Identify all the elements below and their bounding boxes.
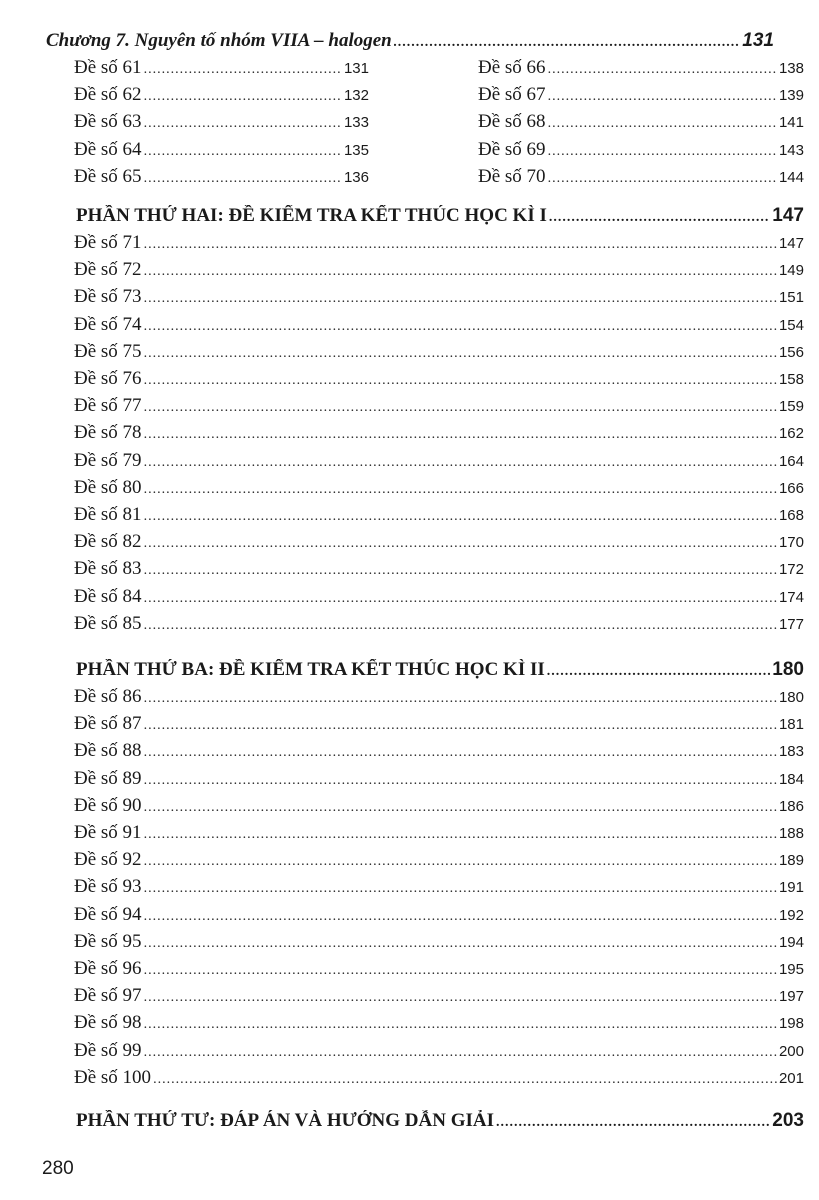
dot-leader [144, 881, 777, 897]
toc-entry [74, 613, 804, 635]
entry-page: 195 [778, 961, 804, 978]
dot-leader [144, 427, 777, 443]
entry-page: 186 [778, 797, 804, 815]
dot-leader [144, 618, 777, 634]
dot-leader [144, 62, 342, 78]
toc-entry [74, 232, 804, 254]
dot-leader [153, 1072, 777, 1088]
entry-page: 149 [778, 262, 804, 280]
entry-label: Đề số 84 [74, 585, 142, 607]
toc-entry [74, 111, 369, 133]
dot-leader [144, 373, 777, 389]
entry-label: Đề số 82 [74, 531, 142, 553]
dot-leader [144, 718, 777, 734]
toc-entry [74, 1040, 804, 1062]
dot-leader [144, 691, 777, 707]
entry-label: Đề số 88 [74, 740, 142, 762]
entry-label: Đề số 75 [74, 340, 142, 362]
dot-leader [144, 963, 777, 979]
toc-entry [74, 139, 369, 161]
dot-leader [144, 482, 777, 498]
dot-leader [144, 1045, 777, 1061]
toc-entry [478, 139, 804, 161]
toc-entry [74, 1067, 804, 1089]
toc-entry [74, 341, 804, 363]
dot-leader [144, 536, 777, 552]
entry-label: Đề số 89 [74, 767, 142, 789]
entry-page: 181 [778, 716, 804, 734]
toc-entry [74, 1012, 804, 1034]
entry-label: Đề số 96 [74, 958, 142, 979]
entry-label: Đề số 69 [478, 138, 546, 160]
toc-entry [74, 504, 804, 526]
dot-leader [144, 89, 342, 105]
toc-entry [74, 368, 804, 390]
entry-label: Đề số 97 [74, 985, 142, 1007]
toc-entry [74, 422, 804, 444]
entry-label: Đề số 87 [74, 713, 142, 735]
entry-label: Đề số 62 [74, 84, 142, 106]
entry-label: Đề số 72 [74, 259, 142, 281]
entry-label: Đề số 64 [74, 138, 142, 160]
dot-leader [144, 400, 777, 416]
entry-page: 144 [778, 168, 804, 186]
dot-leader [144, 264, 777, 280]
entry-page: 158 [778, 371, 804, 388]
dot-leader [144, 936, 777, 952]
part-page: 180 [772, 659, 804, 680]
toc-chapter-7 [46, 30, 774, 52]
dot-leader [144, 745, 777, 761]
dot-leader [144, 1017, 777, 1033]
entry-page: 141 [778, 114, 804, 132]
entry-page: 135 [343, 141, 369, 159]
toc-entry [74, 558, 804, 580]
dot-leader [144, 773, 777, 789]
entry-label: Đề số 90 [74, 794, 142, 816]
entry-page: 131 [343, 60, 369, 77]
entry-page: 177 [778, 615, 804, 633]
entry-page: 194 [778, 933, 804, 951]
toc-entry [74, 822, 804, 844]
part-page: 147 [772, 205, 804, 226]
entry-label: Đề số 95 [74, 930, 142, 952]
entry-page: 197 [778, 988, 804, 1006]
toc-entry [74, 314, 804, 336]
toc-part-3 [76, 659, 804, 681]
entry-label: Đề số 79 [74, 449, 142, 471]
entry-label: Đề số 74 [74, 313, 142, 335]
entry-page: 188 [778, 825, 804, 842]
toc-entry [74, 57, 369, 79]
entry-label: Đề số 76 [74, 368, 142, 389]
toc-entry [74, 166, 369, 188]
entry-page: 133 [343, 114, 369, 132]
toc-entry [74, 477, 804, 499]
entry-label: Đề số 85 [74, 612, 142, 634]
toc-entry [74, 586, 804, 608]
entry-label: Đề số 92 [74, 849, 142, 871]
dot-leader [144, 346, 777, 362]
entry-page: 184 [778, 770, 804, 788]
entry-label: Đề số 81 [74, 504, 142, 525]
entry-page: 201 [778, 1069, 804, 1087]
entry-page: 189 [778, 852, 804, 870]
dot-leader [144, 800, 777, 816]
dot-leader [144, 827, 777, 843]
entry-page: 138 [778, 60, 804, 77]
entry-page: 154 [778, 316, 804, 334]
dot-leader [144, 171, 342, 187]
dot-leader [548, 116, 777, 132]
toc-entry [478, 111, 804, 133]
dot-leader [548, 89, 777, 105]
toc-entry [74, 768, 804, 790]
entry-label: Đề số 99 [74, 1039, 142, 1061]
entry-page: 172 [778, 561, 804, 579]
dot-leader [394, 35, 741, 51]
dot-leader [144, 291, 777, 307]
entry-label: Đề số 86 [74, 686, 142, 707]
toc-entry [74, 931, 804, 953]
dot-leader [144, 116, 342, 132]
part-title: PHẦN THỨ HAI: ĐỀ KIỂM TRA KẾT THÚC HỌC KÌ I [76, 205, 547, 226]
entry-label: Đề số 93 [74, 876, 142, 898]
entry-page: 147 [778, 235, 804, 252]
entry-page: 192 [778, 906, 804, 924]
dot-leader [547, 664, 771, 680]
entry-page: 159 [778, 398, 804, 416]
toc-entry [74, 84, 369, 106]
entry-page: 156 [778, 343, 804, 361]
toc-entry [74, 286, 804, 308]
dot-leader [144, 990, 777, 1006]
dot-leader [144, 144, 342, 160]
entry-label: Đề số 63 [74, 111, 142, 133]
toc-entry [478, 84, 804, 106]
entry-label: Đề số 91 [74, 822, 142, 843]
entry-page: 198 [778, 1015, 804, 1033]
dot-leader [548, 62, 777, 78]
entry-page: 180 [778, 689, 804, 706]
dot-leader [144, 591, 777, 607]
entry-label: Đề số 66 [478, 57, 546, 78]
entry-page: 174 [778, 588, 804, 606]
toc-entry [74, 849, 804, 871]
entry-label: Đề số 77 [74, 395, 142, 417]
entry-label: Đề số 65 [74, 165, 142, 187]
dot-leader [548, 144, 777, 160]
page-number: 280 [42, 1158, 74, 1179]
toc-entry [74, 686, 804, 708]
toc-entry [74, 531, 804, 553]
toc-entry [74, 985, 804, 1007]
dot-leader [548, 171, 777, 187]
toc-entry [74, 713, 804, 735]
entry-label: Đề số 61 [74, 57, 142, 78]
entry-page: 170 [778, 534, 804, 552]
toc-entry [478, 166, 804, 188]
toc-entry [74, 740, 804, 762]
chapter-page: 131 [742, 30, 774, 51]
toc-entry [74, 958, 804, 980]
entry-label: Đề số 83 [74, 558, 142, 580]
toc-entry [74, 259, 804, 281]
toc-entry [74, 450, 804, 472]
entry-page: 183 [778, 743, 804, 761]
entry-page: 168 [778, 507, 804, 524]
toc-entry [478, 57, 804, 79]
dot-leader [144, 854, 777, 870]
dot-leader [144, 319, 777, 335]
entry-label: Đề số 70 [478, 165, 546, 187]
dot-leader [144, 509, 777, 525]
toc-entry [74, 395, 804, 417]
part-title: PHẦN THỨ BA: ĐỀ KIỂM TRA KẾT THÚC HỌC KÌ II [76, 659, 545, 680]
entry-page: 200 [778, 1042, 804, 1060]
entry-page: 132 [343, 87, 369, 105]
toc-entry [74, 795, 804, 817]
part-page: 203 [772, 1110, 804, 1131]
dot-leader [549, 210, 770, 226]
entry-label: Đề số 98 [74, 1012, 142, 1034]
entry-page: 136 [343, 168, 369, 186]
entry-page: 143 [778, 141, 804, 159]
entry-label: Đề số 73 [74, 286, 142, 308]
toc-entry [74, 904, 804, 926]
entry-label: Đề số 67 [478, 84, 546, 106]
dot-leader [144, 909, 777, 925]
entry-page: 164 [778, 452, 804, 470]
entry-label: Đề số 71 [74, 232, 142, 253]
entry-label: Đề số 94 [74, 903, 142, 925]
toc-entry [74, 876, 804, 898]
entry-page: 151 [778, 289, 804, 307]
toc-part-4 [76, 1110, 804, 1132]
dot-leader [144, 563, 777, 579]
entry-label: Đề số 68 [478, 111, 546, 133]
entry-label: Đề số 100 [74, 1066, 152, 1088]
dot-leader [144, 455, 777, 471]
entry-label: Đề số 78 [74, 422, 142, 444]
entry-label: Đề số 80 [74, 476, 142, 498]
entry-page: 191 [778, 879, 804, 897]
dot-leader [496, 1115, 770, 1131]
entry-page: 139 [778, 87, 804, 105]
toc-part-2 [76, 205, 804, 227]
dot-leader [144, 237, 777, 253]
entry-page: 166 [778, 479, 804, 497]
chapter-title: Chương 7. Nguyên tố nhóm VIIA – halogen [46, 30, 392, 51]
entry-page: 162 [778, 425, 804, 443]
part-title: PHẦN THỨ TƯ: ĐÁP ÁN VÀ HƯỚNG DẪN GIẢI [76, 1110, 495, 1131]
